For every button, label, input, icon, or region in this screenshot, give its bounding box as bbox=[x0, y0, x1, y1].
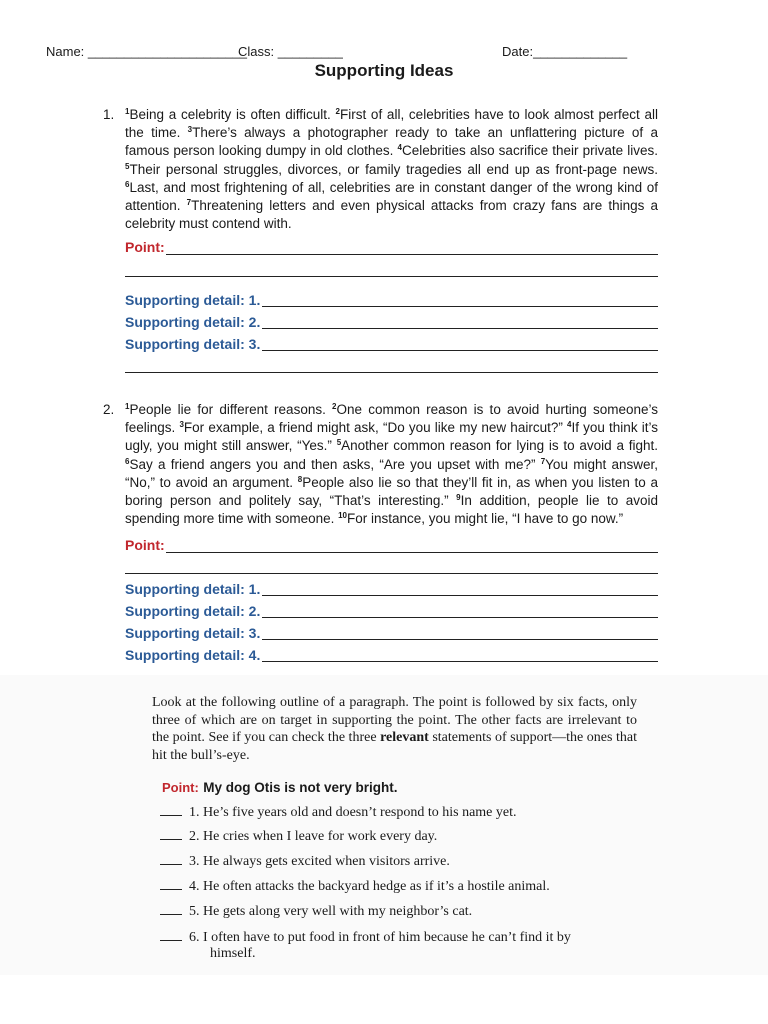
q1-extra-answer-line[interactable] bbox=[125, 372, 658, 373]
sentence: $^5$Their personal struggles, divorces, or family tragedies all end up as front-page news. bbox=[125, 161, 658, 177]
name-field-label: Name: ______________________ bbox=[46, 44, 247, 59]
sentence: $^4$If you think it’s ugly, you might still answer, “Yes.” bbox=[125, 420, 658, 454]
q1-detail-3-label: Supporting detail: 3. bbox=[125, 336, 261, 352]
sentence: $^7$You might answer, “No,” to avoid an argument. bbox=[125, 456, 658, 490]
sentence: $^3$There’s always a photographer ready to take an unflattering picture of a famous person looking dumpy in old clothes. bbox=[125, 125, 658, 159]
list-item: 3. He always gets excited when visitors arrive. bbox=[160, 854, 450, 870]
sentence: $^{10}$For instance, you might lie, “I have to go now.” bbox=[338, 511, 624, 527]
q1-point-answer-line[interactable] bbox=[166, 254, 658, 255]
q2-point-answer-line[interactable] bbox=[166, 552, 658, 553]
q2-detail-1-answer-line[interactable] bbox=[262, 595, 658, 596]
checkbox-blank[interactable] bbox=[160, 930, 182, 941]
list-item: 6. I often have to put food in front of him because he can’t find it by bbox=[160, 930, 571, 946]
sentence: $^8$People also lie so that they’ll fit in, as when you listen to a boring person and politely say, “That’s interesting.” bbox=[125, 474, 658, 509]
sentence: $^6$Last, and most frightening of all, celebrities are in constant danger of the wrong kind of attention. bbox=[125, 179, 658, 214]
q2-point-label: Point: bbox=[125, 537, 165, 553]
list-item: 2. He cries when I leave for work every day. bbox=[160, 829, 437, 845]
sentence: $^4$Celebrities also sacrifice their private lives. bbox=[397, 143, 658, 159]
q2-detail-3-label: Supporting detail: 3. bbox=[125, 625, 261, 641]
q2-detail-1-label: Supporting detail: 1. bbox=[125, 581, 261, 597]
sentence: $^5$Another common reason for lying is to avoid a fight. bbox=[336, 438, 658, 454]
q1-detail-1-answer-line[interactable] bbox=[262, 306, 658, 307]
outline-point-text: My dog Otis is not very bright. bbox=[203, 780, 398, 795]
q2-point-answer-line-2[interactable] bbox=[125, 573, 658, 574]
q2-detail-4-answer-line[interactable] bbox=[262, 661, 658, 662]
q2-detail-4-label: Supporting detail: 4. bbox=[125, 647, 261, 663]
checkbox-blank[interactable] bbox=[160, 805, 182, 816]
q1-detail-1-label: Supporting detail: 1. bbox=[125, 292, 261, 308]
q1-point-label: Point: bbox=[125, 239, 165, 255]
list-item: 4. He often attacks the backyard hedge as if it’s a hostile animal. bbox=[160, 879, 550, 895]
sentence: $^2$First of all, celebrities have to look almost perfect all the time. bbox=[125, 107, 658, 141]
date-field-label: Date:_____________ bbox=[502, 44, 628, 59]
page-title: Supporting Ideas bbox=[314, 61, 454, 80]
list-item: 5. He gets along very well with my neighbor’s cat. bbox=[160, 904, 472, 920]
sentence: $^7$Threatening letters and even physical attacks from crazy fans are things a celebrity must contend with. bbox=[125, 198, 658, 232]
sentence: $^6$Say a friend angers you and then asks, “Are you upset with me?” bbox=[125, 456, 541, 472]
q1-detail-2-answer-line[interactable] bbox=[262, 328, 658, 329]
class-field-label: Class: _________ bbox=[238, 44, 343, 59]
question-2-paragraph bbox=[125, 401, 658, 528]
checkbox-blank[interactable] bbox=[160, 854, 182, 865]
checkbox-blank[interactable] bbox=[160, 879, 182, 890]
outline-instructions: Look at the following outline of a paragraph. The point is followed by six facts, only three of which are on target in supporting the point. The other facts are irrelevant to the point. See if you can check the three relevant statements of support—the ones that hit the bull’s-eye. bbox=[152, 695, 637, 763]
sentence: $^3$For example, a friend might ask, “Do you like my new haircut?” bbox=[179, 420, 567, 436]
question-1-paragraph bbox=[125, 106, 658, 233]
outline-point bbox=[162, 779, 398, 797]
outline-point-label: Point: bbox=[162, 780, 199, 795]
question-2-number: 2. bbox=[103, 402, 115, 417]
q2-detail-2-answer-line[interactable] bbox=[262, 617, 658, 618]
sentence: $^2$One common reason is to avoid hurting someone’s feelings. bbox=[125, 402, 658, 436]
sentence: $^1$People lie for different reasons. bbox=[125, 402, 333, 417]
list-item-continuation: himself. bbox=[210, 946, 256, 961]
sentence: $^9$In addition, people lie to avoid spending more time with someone. bbox=[125, 493, 658, 527]
checkbox-blank[interactable] bbox=[160, 904, 182, 915]
list-item: 1. He’s five years old and doesn’t respond to his name yet. bbox=[160, 805, 517, 821]
q1-detail-3-answer-line[interactable] bbox=[262, 350, 658, 351]
sentence: $^1$Being a celebrity is often difficult. bbox=[125, 107, 336, 122]
q2-detail-3-answer-line[interactable] bbox=[262, 639, 658, 640]
checkbox-blank[interactable] bbox=[160, 829, 182, 840]
q1-detail-2-label: Supporting detail: 2. bbox=[125, 314, 261, 330]
question-1-number: 1. bbox=[103, 107, 115, 122]
q2-detail-2-label: Supporting detail: 2. bbox=[125, 603, 261, 619]
q1-point-answer-line-2[interactable] bbox=[125, 276, 658, 277]
